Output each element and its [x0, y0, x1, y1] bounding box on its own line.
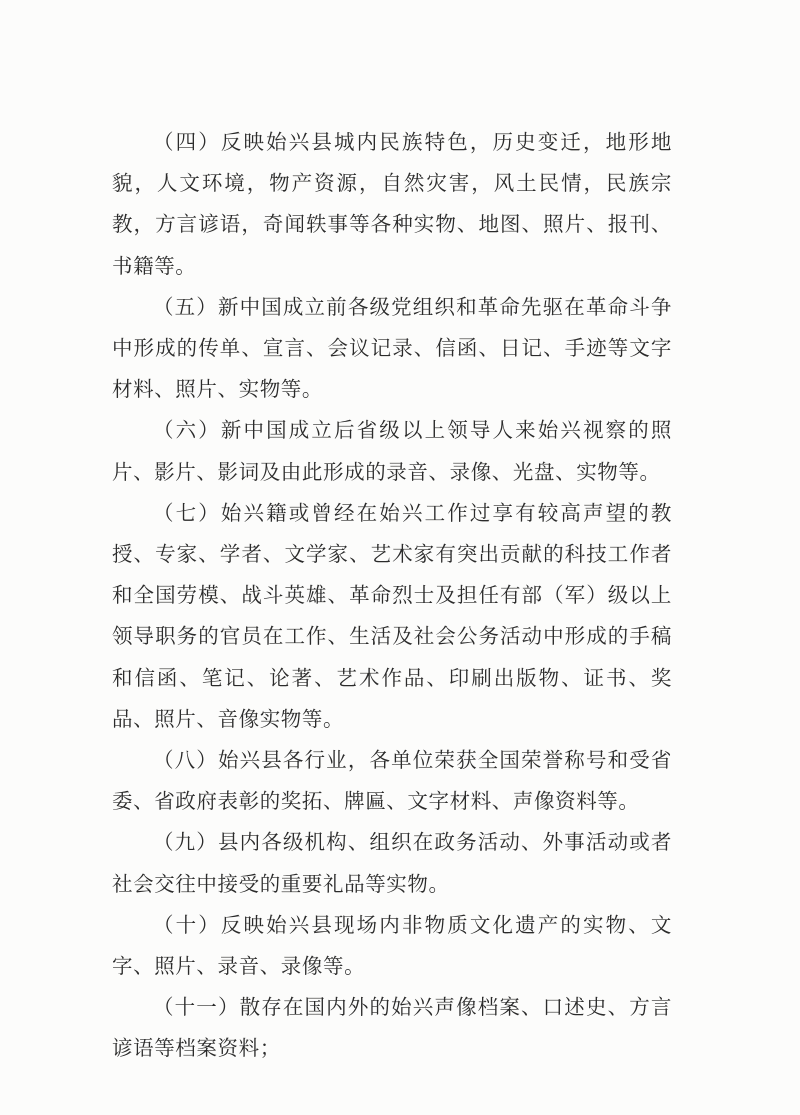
paragraph-11: （十一）散存在国内外的始兴声像档案、口述史、方言谚语等档案资料；	[112, 995, 672, 1061]
paragraph-5: （五）新中国成立前各级党组织和革命先驱在革命斗争中形成的传单、宣言、会议记录、信函、日记、手迹等文字材料、照片、实物等。	[112, 294, 672, 402]
paragraph-9: （九）县内各级机构、组织在政务活动、外事活动或者社会交往中接受的重要礼品等实物。	[112, 830, 672, 896]
paragraph-10: （十）反映始兴县现场内非物质文化遗产的实物、文字、照片、录音、录像等。	[112, 912, 672, 979]
document-body	[112, 122, 672, 1070]
paragraph-4: （四）反映始兴县城内民族特色，历史变迁，地形地貌，人文环境，物产资源，自然灾害，风土民情，民族宗教，方言谚语，奇闻轶事等各种实物、地图、照片、报刊、书籍等。	[112, 130, 672, 278]
paragraph-8: （八）始兴县各行业，各单位荣获全国荣誉称号和受省委、省政府表彰的奖拓、牌匾、文字材料、声像资料等。	[112, 748, 672, 814]
paragraph-7: （七）始兴籍或曾经在始兴工作过享有较高声望的教授、专家、学者、文学家、艺术家有突出贡献的科技工作者和全国劳模、战斗英雄、革命烈士及担任有部（军）级以上领导职务的官员在工作、生活及社会公务活动中形成的手稿和信函、笔记、论著、艺术作品、印刷出版物、证书、奖品、照片、音像实物等。	[112, 500, 672, 731]
paragraph-6: （六）新中国成立后省级以上领导人来始兴视察的照片、影片、影词及由此形成的录音、录像、光盘、实物等。	[112, 418, 672, 484]
